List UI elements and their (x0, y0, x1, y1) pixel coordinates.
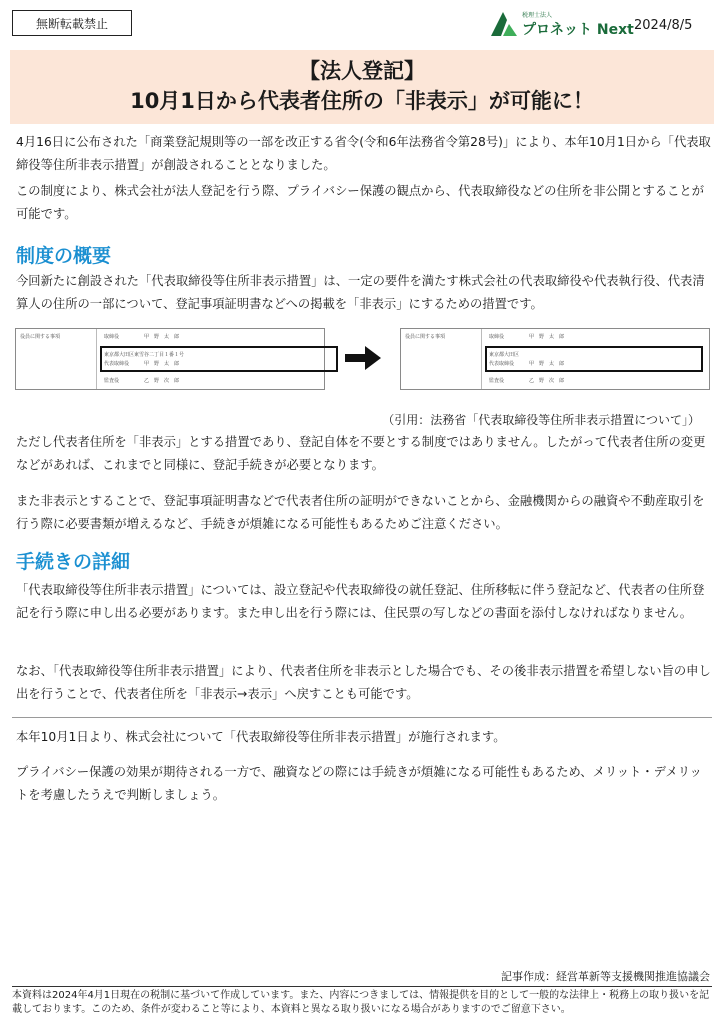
page-title-line1: 【法人登記】 (299, 59, 425, 83)
section-heading-overview: 制度の概要 (16, 245, 112, 267)
note-paragraph-2: また非表示とすることで、登記事項証明書などで代表者住所の証明ができないことから、金融機関からの融資や不動産取引を行う際に必要書類が増えるなど、手続きが煩雑になる可能性もあるためご注意ください。 (16, 494, 705, 531)
registry-after-row: 東京都大田区 (489, 352, 520, 358)
logo-name: プロネット Next (522, 22, 634, 38)
publish-date: 2024/8/5 (634, 18, 693, 33)
logo-mountain-icon (489, 8, 519, 38)
registry-after-highlight (485, 346, 703, 372)
disclaimer: 本資料は2024年4月1日現在の税制に基づいて作成しています。また、内容につきましては、情報提供を目的として一般的な法律上・税務上の取り扱いを記載しております。このため、条件が変わること等により、本資料と異なる取り扱いになる場合がありますのでご留意下さい。 (12, 990, 710, 1015)
registry-before-row: 東京都大田区東雪谷二丁目１番１号 (104, 352, 185, 358)
section-heading-procedure: 手続きの詳細 (16, 551, 131, 573)
registry-before-header: 役員に関する事項 (16, 329, 97, 389)
summary-paragraph-2: プライバシー保護の効果が期待される一方で、融資などの際には手続きが煩雑になる可能性もあるため、メリット・デメリットを考慮したうえで判断しましょう。 (16, 765, 702, 802)
overview-paragraph: 今回新たに創設された「代表取締役等住所非表示措置」は、一定の要件を満たす株式会社の代表取締役や代表執行役、代表清算人の住所の一部について、登記事項証明書などへの掲載を「非表示」にするための措置です。 (16, 274, 705, 311)
registry-after-row: 取締役 甲 野 太 郎 (489, 334, 565, 340)
footer-divider (12, 986, 712, 987)
note-paragraph-1: ただし代表者住所を「非表示」とする措置であり、登記自体を不要とする制度ではありません。したがって代表者住所の変更などがあれば、これまでと同様に、登記手続きが必要となります。 (16, 435, 706, 472)
summary-paragraph-1: 本年10月1日より、株式会社について「代表取締役等住所非表示措置」が施行されます。 (16, 730, 506, 744)
procedure-paragraph-1: 「代表取締役等住所非表示措置」については、設立登記や代表取締役の就任登記、住所移転に伴う登記など、代表者の住所登記を行う際に申し出る必要があります。また申し出を行う際には、住民票の写しなどの書面を添付しなければなりません。 (16, 583, 705, 620)
divider (12, 717, 712, 718)
logo-subtitle: 税理士法人 (522, 12, 553, 19)
company-logo (489, 6, 634, 40)
arrow-right-icon (345, 346, 381, 370)
registry-after-row: 監査役 乙 野 次 郎 (489, 378, 565, 384)
registry-after-header: 役員に関する事項 (401, 329, 482, 389)
registry-before-row: 監査役 乙 野 次 郎 (104, 378, 180, 384)
registry-before (15, 328, 325, 390)
registry-before-row: 代表取締役 甲 野 太 郎 (104, 361, 180, 367)
registry-before-highlight (100, 346, 338, 372)
title-band (10, 50, 714, 124)
intro-paragraph-1: 4月16日に公布された「商業登記規則等の一部を改正する省令(令和6年法務省令第28号)」により、本年10月1日から「代表取締役等住所非表示措置」が創設されることとなりました。 (16, 135, 711, 172)
figure-citation: （引用：法務省「代表取締役等住所非表示措置について」） (382, 413, 700, 427)
registry-after-row: 代表取締役 甲 野 太 郎 (489, 361, 565, 367)
intro-paragraph-2: この制度により、株式会社が法人登記を行う際、プライバシー保護の観点から、代表取締役などの住所を非公開とすることが可能です。 (16, 184, 705, 221)
no-reprint-badge: 無断転載禁止 (12, 10, 132, 36)
registry-after (400, 328, 710, 390)
article-author: 記事作成：経営革新等支援機関推進協議会 (501, 970, 710, 983)
registry-before-row: 取締役 甲 野 太 郎 (104, 334, 180, 340)
procedure-paragraph-2: なお、「代表取締役等住所非表示措置」により、代表者住所を非表示とした場合でも、その後非表示措置を希望しない旨の申し出を行うことで、代表者住所を「非表示→表示」へ戻すことも可能です。 (16, 664, 711, 701)
page-title-line2: 10月1日から代表者住所の「非表示」が可能に！ (130, 89, 594, 113)
